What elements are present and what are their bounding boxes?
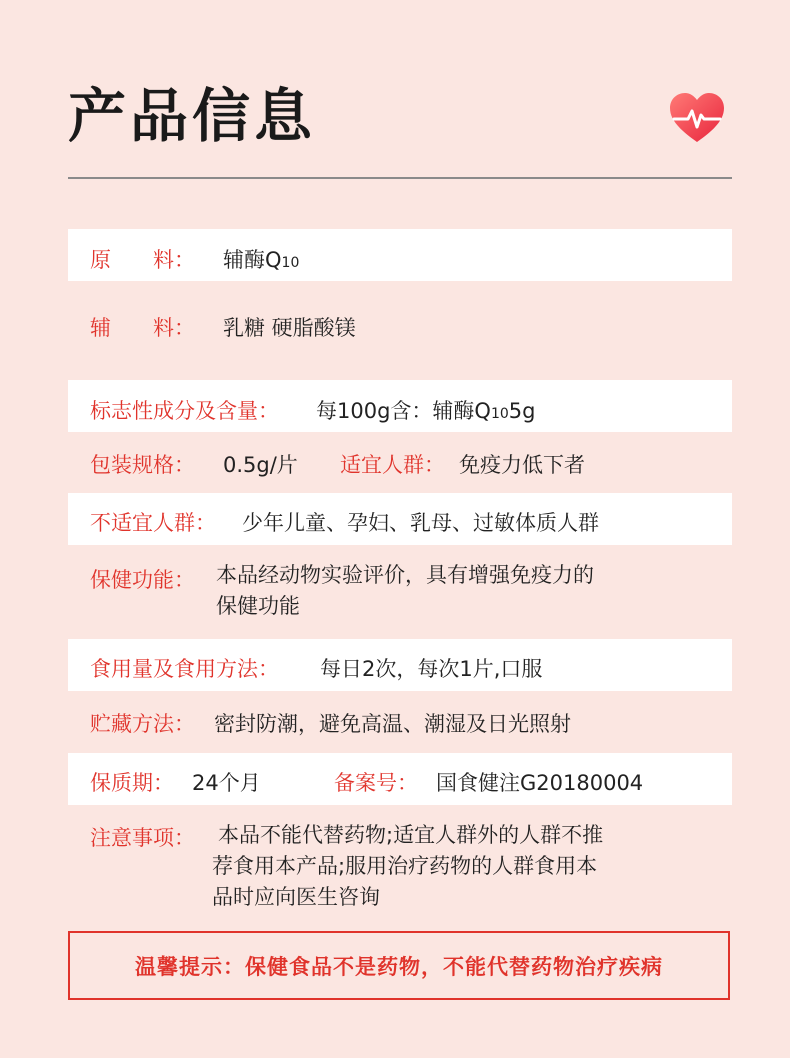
shelf-life-value: 24个月	[192, 771, 261, 795]
excipient-label: 辅 料：	[90, 316, 195, 340]
ingredient-value	[223, 244, 299, 274]
row-marker	[68, 380, 732, 432]
spec-value: 0.5g/片	[223, 453, 298, 477]
spec-label: 包装规格：	[90, 453, 195, 477]
ingredient-label: 原 料：	[90, 248, 195, 272]
heart-pulse-icon	[668, 92, 726, 144]
function-line-1: 本品经动物实验评价，具有增强免疫力的	[216, 563, 594, 587]
suitable-label: 适宜人群：	[340, 453, 445, 477]
shelf-life-label: 保质期：	[90, 771, 174, 795]
unsuitable-value: 少年儿童、孕妇、乳母、过敏体质人群	[242, 511, 599, 535]
caution-line-1: 本品不能代替药物;适宜人群外的人群不推	[218, 823, 604, 847]
registration-value: 国食健注G20180004	[436, 771, 644, 795]
caution-line-2: 荐食用本产品;服用治疗药物的人群食用本	[212, 854, 598, 878]
storage-value: 密封防潮，避免高温、潮湿及日光照射	[214, 712, 571, 736]
row-dosage	[68, 639, 732, 691]
row-caution	[68, 820, 732, 916]
excipient-value: 乳糖 硬脂酸镁	[223, 316, 356, 340]
row-function	[68, 560, 732, 630]
suitable-value: 免疫力低下者	[459, 453, 585, 477]
caution-value	[212, 820, 603, 913]
warning-notice: 温馨提示：保健食品不是药物，不能代替药物治疗疾病	[68, 931, 730, 1000]
ingredient-subscript: 10	[281, 255, 300, 271]
function-label: 保健功能：	[90, 568, 195, 592]
marker-value	[316, 395, 535, 425]
row-spec	[68, 436, 732, 488]
storage-label: 贮藏方法：	[90, 712, 195, 736]
ingredient-value-text: 辅酶Q	[223, 248, 282, 272]
row-unsuitable	[68, 493, 732, 545]
function-value	[216, 560, 594, 622]
registration-label: 备案号：	[334, 771, 418, 795]
caution-line-3: 品时应向医生咨询	[212, 885, 380, 909]
marker-label: 标志性成分及含量：	[90, 399, 279, 423]
dosage-label: 食用量及食用方法：	[90, 657, 279, 681]
marker-value-tail: 5g	[508, 399, 536, 423]
row-shelf-life	[68, 753, 732, 805]
page-title: 产品信息	[68, 82, 317, 150]
unsuitable-label: 不适宜人群：	[90, 511, 216, 535]
marker-subscript: 10	[490, 406, 509, 422]
dosage-value: 每日2次，每次1片,口服	[320, 657, 543, 681]
function-line-2: 保健功能	[216, 594, 300, 618]
marker-value-text: 每100g含：辅酶Q	[316, 399, 491, 423]
row-excipient	[68, 299, 732, 351]
title-divider	[68, 177, 732, 179]
row-storage	[68, 695, 732, 747]
caution-label: 注意事项：	[90, 826, 195, 850]
row-ingredient	[68, 229, 732, 281]
